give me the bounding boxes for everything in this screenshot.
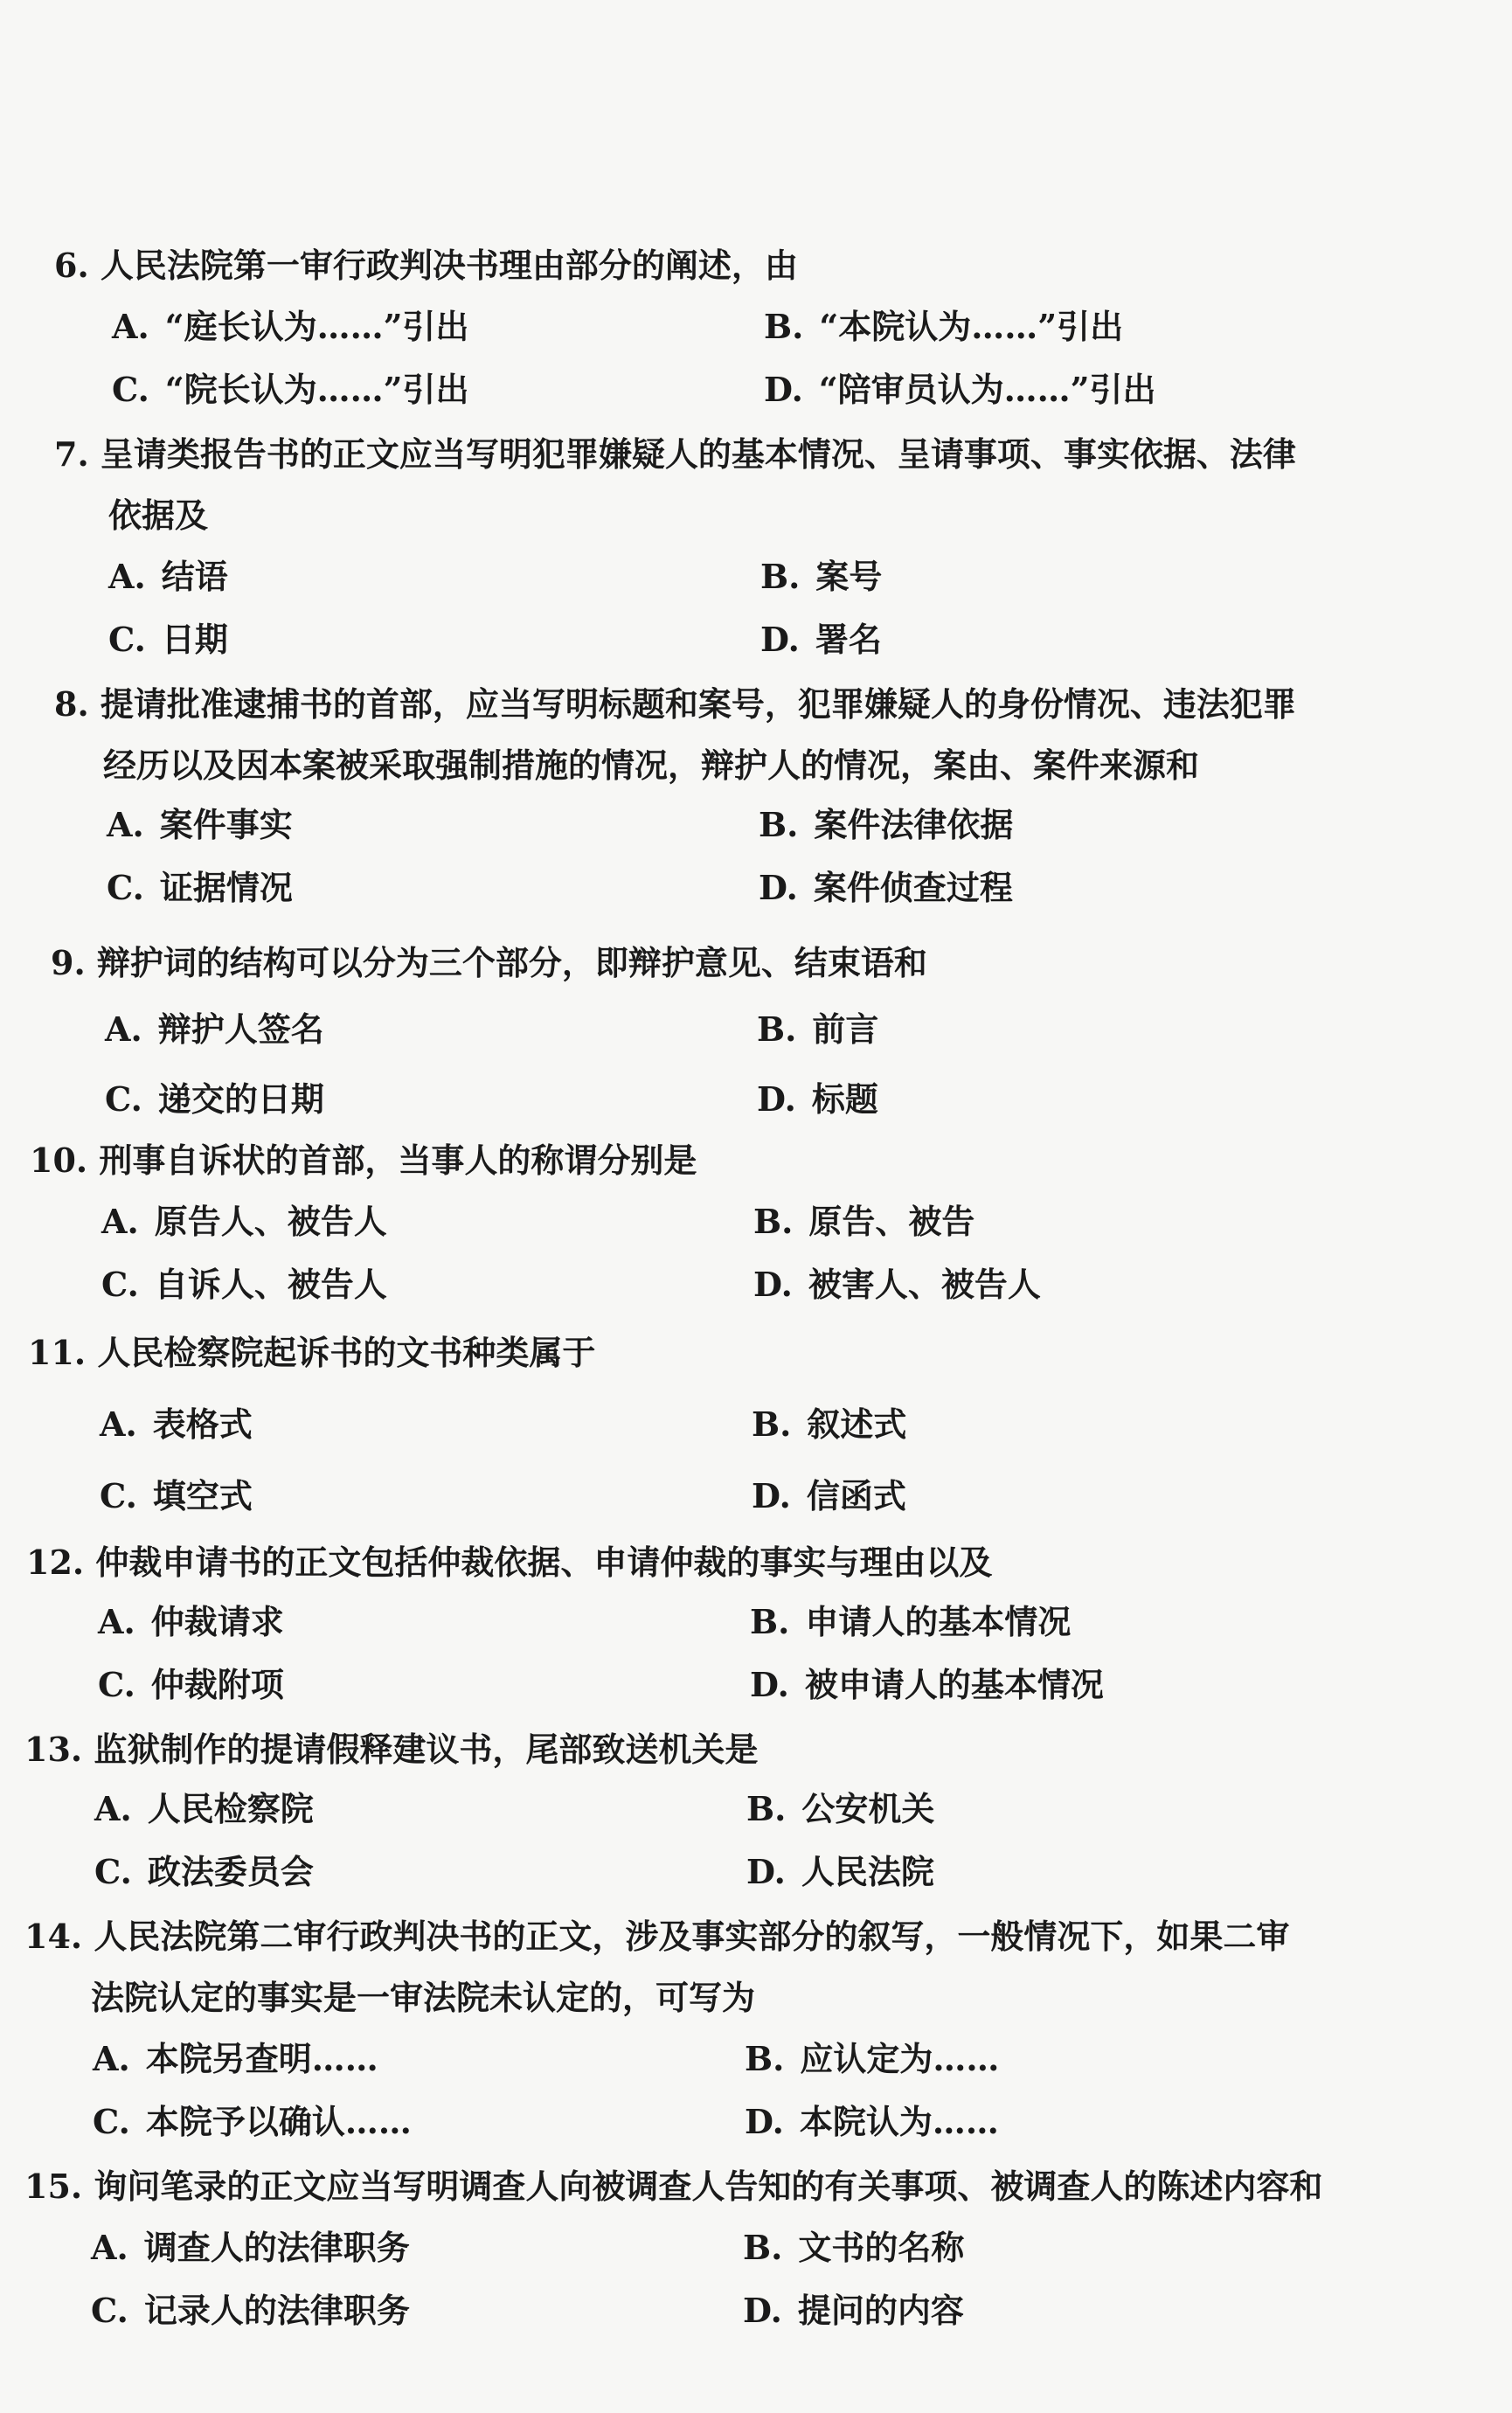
option-text: 仲裁请求 [150,1602,284,1641]
option-d [760,614,882,666]
option-label: B. [760,557,801,596]
option-a [105,1003,324,1056]
question-stem [54,234,798,297]
option-text: 叙述式 [807,1404,907,1444]
option-label: C. [107,868,144,907]
option-label: B. [746,1789,787,1828]
option-d [743,2285,964,2337]
question-number: 13. [24,1730,83,1769]
question-text: 人民法院第二审行政判决书的正文，涉及事实部分的叙写，一般情况下，如果二审 [94,1917,1290,1956]
option-text: 人民法院 [801,1852,934,1891]
option-text: 原告人、被告人 [154,1202,387,1241]
question-number: 11. [28,1333,87,1372]
option-text: 日期 [161,620,228,659]
option-d [746,1846,934,1898]
option-a [108,551,228,603]
option-text: 提问的内容 [797,2291,964,2330]
question-stem [28,1321,595,1384]
question-number: 12. [26,1543,85,1582]
option-d [750,1659,1104,1711]
option-label: B. [759,805,799,844]
option-label: A. [100,1404,137,1444]
option-c [93,2096,412,2148]
option-label: A. [101,1202,139,1241]
question-stem [30,1129,697,1192]
option-text: “本院认为……”引出 [819,307,1124,346]
option-label: A. [105,1009,142,1049]
question-stem [24,2155,1322,2218]
option-text: 文书的名称 [798,2228,965,2267]
option-text: 标题 [811,1079,878,1119]
option-text: 申请人的基本情况 [805,1602,1072,1641]
option-label: A. [93,2039,130,2078]
option-text: 信函式 [806,1476,906,1515]
option-b [764,301,1123,353]
option-c [105,1073,324,1126]
option-text: 本院予以确认…… [145,2102,412,2141]
option-c [107,862,293,914]
option-text: “陪审员认为……”引出 [818,370,1156,409]
question-text: 人民检察院起诉书的文书种类属于 [97,1333,596,1372]
option-text: 本院另查明…… [145,2039,378,2078]
option-label: B. [764,307,804,346]
question-stem [54,423,1296,486]
question-stem [24,1905,1289,1968]
option-d [753,1259,1041,1311]
option-text: “院长认为……”引出 [164,370,469,409]
question-text: 辩护词的结构可以分为三个部分，即辩护意见、结束语和 [96,943,927,982]
option-a [100,1398,253,1451]
option-label: C. [94,1852,132,1891]
option-text: 被害人、被告人 [808,1265,1041,1304]
option-b [759,799,1013,851]
option-label: B. [757,1009,797,1049]
option-label: D. [757,1079,796,1119]
option-c [94,1846,314,1898]
option-label: C. [91,2291,128,2330]
option-text: 政法委员会 [147,1852,314,1891]
option-text: 案号 [815,557,883,596]
option-label: D. [764,370,803,409]
question-number: 9. [51,943,86,982]
option-text: 应认定为…… [800,2039,1000,2078]
option-label: D. [746,1852,786,1891]
option-text: 被申请人的基本情况 [804,1665,1104,1704]
option-label: C. [105,1079,142,1119]
option-a [91,2222,410,2274]
option-label: B. [745,2039,785,2078]
question-number: 7. [54,434,89,474]
question-stem [51,932,927,995]
option-text: 结语 [161,557,228,596]
option-a [112,301,468,353]
question-text: 提请批准逮捕书的首部，应当写明标题和案号，犯罪嫌疑人的身份情况、违法犯罪 [100,684,1296,724]
option-c [100,1470,253,1522]
option-d [752,1470,906,1522]
option-d [757,1073,878,1126]
option-b [753,1196,974,1248]
question-text: 仲裁申请书的正文包括仲裁依据、申请仲裁的事实与理由以及 [95,1543,993,1582]
option-d [759,862,1013,914]
option-text: 记录人的法律职务 [143,2291,410,2330]
option-c [108,614,228,666]
question-number: 8. [54,684,89,724]
option-text: 本院认为…… [799,2102,999,2141]
question-number: 15. [24,2167,83,2206]
question-number: 14. [24,1917,83,1956]
option-text: 自诉人、被告人 [154,1265,387,1304]
option-text: 案件事实 [159,805,293,844]
question-text: 呈请类报告书的正文应当写明犯罪嫌疑人的基本情况、呈请事项、事实依据、法律 [100,434,1296,474]
option-text: 原告、被告 [808,1202,975,1241]
question-text: 人民法院第一审行政判决书理由部分的阐述，由 [100,246,798,285]
option-label: D. [760,620,800,659]
question-number: 10. [30,1141,88,1180]
question-text-continued: 经历以及因本案被采取强制措施的情况，辩护人的情况，案由、案件来源和 [103,745,1200,785]
option-a [101,1196,387,1248]
option-label: D. [753,1265,793,1304]
option-text: 署名 [815,620,882,659]
option-label: D. [759,868,798,907]
option-c [112,364,469,416]
option-b [745,2033,999,2085]
option-label: D. [752,1476,791,1515]
option-label: B. [752,1404,792,1444]
option-d [745,2096,999,2148]
question-text: 刑事自诉状的首部，当事人的称谓分别是 [99,1141,697,1180]
option-label: A. [91,2228,128,2267]
option-label: A. [112,307,149,346]
option-text: 证据情况 [159,868,293,907]
option-text: 填空式 [152,1476,253,1515]
option-label: A. [107,805,144,844]
option-text: 案件法律依据 [814,805,1014,844]
option-c [101,1259,387,1311]
option-c [91,2285,410,2337]
option-b [752,1398,906,1451]
option-label: D. [743,2291,782,2330]
option-text: 辩护人签名 [157,1009,324,1049]
question-stem [24,1718,758,1781]
question-text: 监狱制作的提请假释建议书，尾部致送机关是 [94,1730,759,1769]
option-label: C. [98,1665,135,1704]
option-text: 递交的日期 [157,1079,324,1119]
option-label: B. [743,2228,783,2267]
option-text: 表格式 [152,1404,253,1444]
question-stem [26,1531,992,1594]
option-b [760,551,882,603]
option-a [107,799,293,851]
option-label: C. [101,1265,139,1304]
question-text: 询问笔录的正文应当写明调查人向被调查人告知的有关事项、被调查人的陈述内容和 [94,2167,1323,2206]
option-label: A. [108,557,146,596]
option-a [93,2033,378,2085]
option-label: B. [750,1602,790,1641]
option-b [743,2222,964,2274]
option-label: D. [745,2102,784,2141]
option-label: C. [100,1476,137,1515]
option-b [746,1783,934,1835]
question-stem [54,673,1296,736]
option-text: 调查人的法律职务 [143,2228,410,2267]
option-b [750,1596,1071,1648]
option-label: D. [750,1665,789,1704]
option-d [764,364,1156,416]
question-text-continued: 依据及 [108,496,209,535]
option-label: A. [98,1602,135,1641]
option-text: 案件侦查过程 [813,868,1013,907]
option-text: 公安机关 [801,1789,935,1828]
option-label: C. [112,370,149,409]
option-c [98,1659,284,1711]
option-text: 人民检察院 [147,1789,314,1828]
option-text: 前言 [812,1009,879,1049]
option-text: “庭长认为……”引出 [164,307,469,346]
option-label: C. [93,2102,130,2141]
question-text-continued: 法院认定的事实是一审法院未认定的，可写为 [91,1978,756,2017]
option-label: B. [753,1202,794,1241]
option-text: 仲裁附项 [150,1665,284,1704]
option-a [98,1596,284,1648]
option-b [757,1003,878,1056]
option-label: A. [94,1789,132,1828]
option-a [94,1783,314,1835]
option-label: C. [108,620,146,659]
question-number: 6. [54,246,89,285]
